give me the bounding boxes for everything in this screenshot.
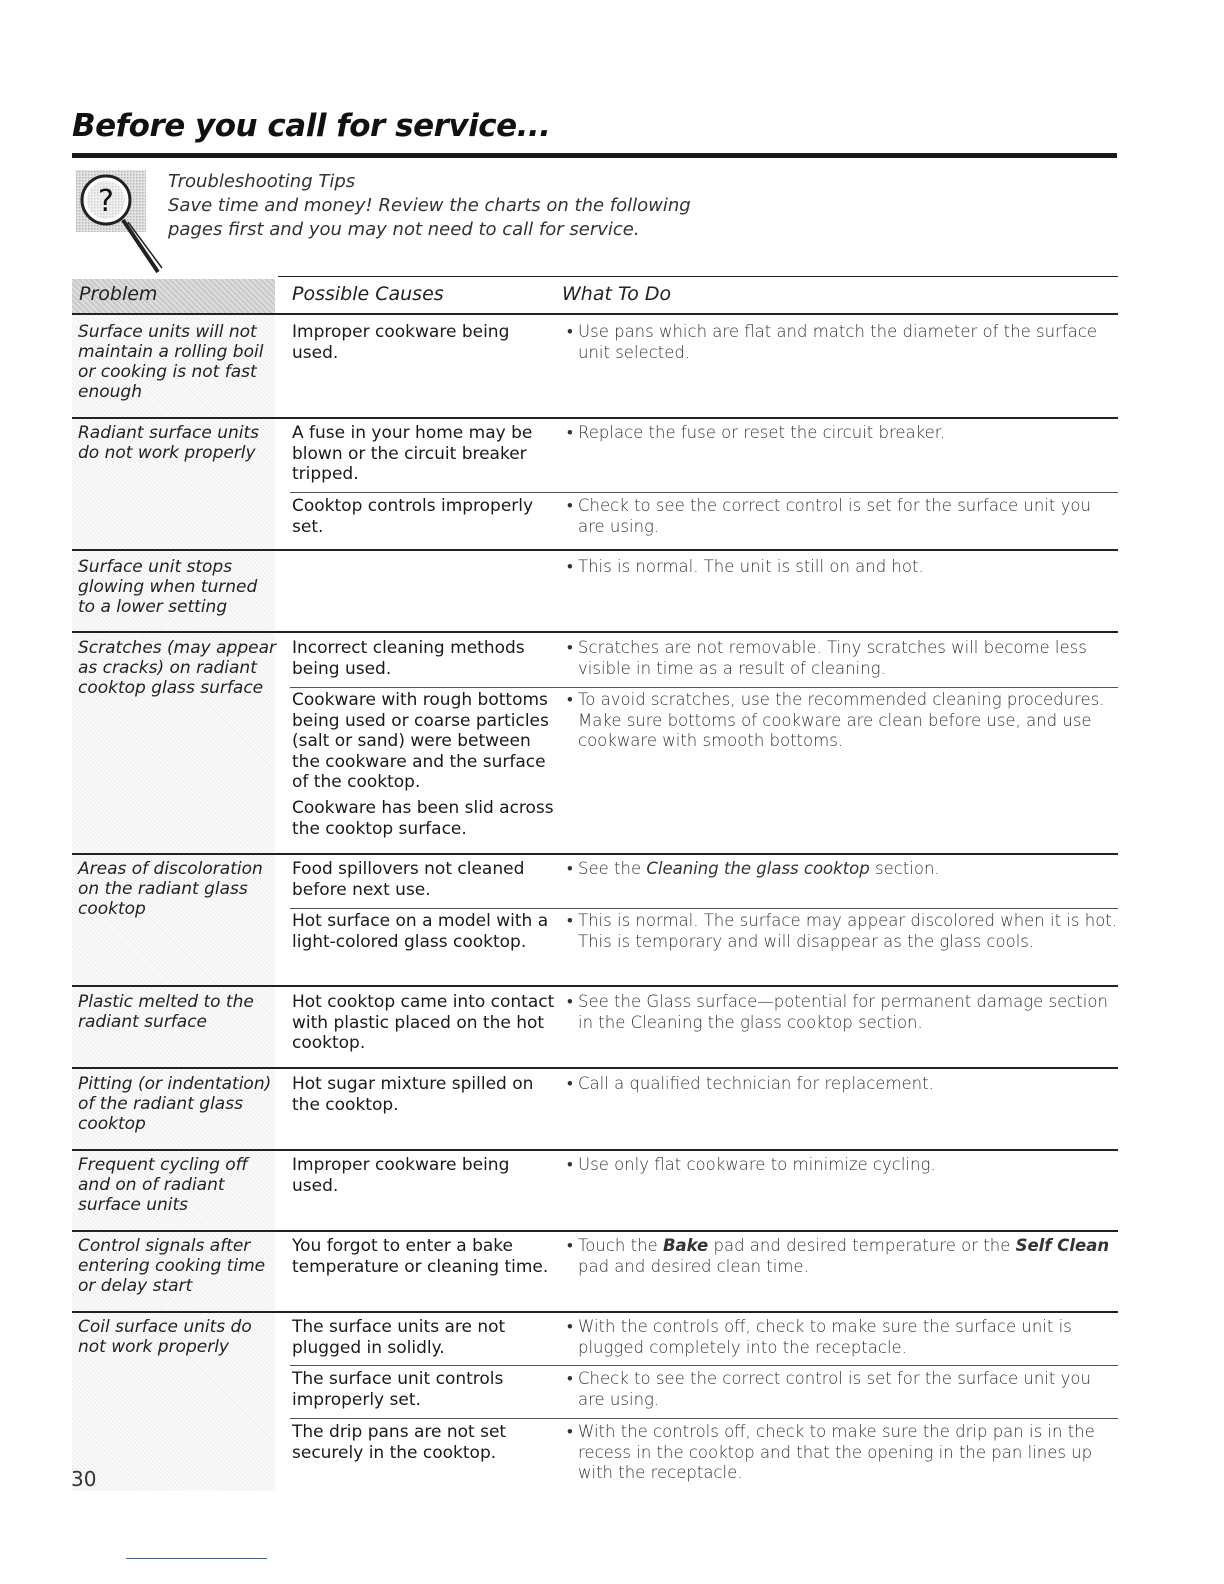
cause-text: A fuse in your home may be blown or the circuit breaker tripped. <box>292 423 533 484</box>
table-row <box>72 1232 1118 1313</box>
header-what-to-do: What To Do <box>562 283 672 305</box>
todo-text: • Touch the Bake pad and desired temperature or the Self Clean pad and desired clean time. <box>567 1236 1110 1276</box>
problem-text: Control signals after entering cooking time or delay start <box>78 1236 266 1296</box>
cause-text: Incorrect cleaning methods being used. <box>292 638 525 679</box>
cause-text: Hot sugar mixture spilled on the cooktop. <box>292 1074 534 1115</box>
problem-text: Pitting (or indentation) of the radiant glass cooktop <box>78 1074 272 1134</box>
problem-text: Scratches (may appear as cracks) on radiant cooktop glass surface <box>78 638 276 698</box>
table-row <box>72 1313 1118 1493</box>
page-number: 30 <box>71 1467 97 1491</box>
todo-text: • With the controls off, check to make sure the drip pan is in the recess in the cooktop and that the opening in the pan lines up with the receptacle. <box>567 1422 1095 1482</box>
todo-text: • This is normal. The surface may appear discolored when it is hot. This is temporary and will disappear as the glass cools. <box>567 911 1118 951</box>
question-magnifier-icon <box>76 168 166 278</box>
cause-text: Cookware with rough bottoms being used or coarse particles (salt or sand) were between the cookware and the surface of the cooktop. <box>292 690 549 792</box>
problem-text: Surface unit stops glowing when turned to a lower setting <box>78 557 258 617</box>
self-clean-pad-label: Self Clean <box>1015 1236 1110 1255</box>
todo-text: • With the controls off, check to make sure the surface unit is plugged completely into the receptacle. <box>567 1317 1072 1357</box>
tips-line: pages first and you may not need to call for service. <box>168 219 640 240</box>
table-top-rule <box>278 276 1118 277</box>
table-row <box>72 1151 1118 1232</box>
header-problem: Problem <box>72 279 275 313</box>
table-row <box>72 315 1118 419</box>
todo-text: • Use only flat cookware to minimize cycling. <box>567 1155 936 1174</box>
cause-text: The surface unit controls improperly set. <box>292 1369 504 1410</box>
cause-text: Hot surface on a model with a light-colored glass cooktop. <box>292 911 549 952</box>
todo-text: • Replace the fuse or reset the circuit breaker. <box>567 423 946 442</box>
problem-text: Plastic melted to the radiant surface <box>78 992 254 1032</box>
table-row <box>72 1069 1118 1151</box>
problem-text: Radiant surface units do not work properly <box>78 423 260 463</box>
problem-text: Frequent cycling off and on of radiant surface units <box>78 1155 248 1215</box>
bake-pad-label: Bake <box>662 1236 709 1255</box>
tips-line: Save time and money! Review the charts on the following <box>168 195 691 216</box>
cause-text: Cooktop controls improperly set. <box>292 496 534 537</box>
cause-text: Hot cooktop came into contact with plastic placed on the hot cooktop. <box>292 992 555 1053</box>
todo-text: • To avoid scratches, use the recommended cleaning procedures. Make sure bottoms of cookware are clean before use, and use cookware with smooth bottoms. <box>567 690 1105 750</box>
cause-text: You forgot to enter a bake temperature or cleaning time. <box>292 1236 549 1277</box>
todo-text: • Use pans which are flat and match the diameter of the surface unit selected. <box>567 322 1097 362</box>
header-possible-causes: Possible Causes <box>292 283 444 305</box>
svg-text:?: ? <box>98 184 114 219</box>
cause-text: Food spillovers not cleaned before next use. <box>292 859 525 900</box>
table-row <box>72 633 1118 855</box>
tips-heading: Troubleshooting Tips <box>168 171 356 192</box>
todo-text: • This is normal. The unit is still on and hot. <box>567 557 924 576</box>
section-reference: Cleaning the glass cooktop <box>646 859 870 878</box>
problem-text: Surface units will not maintain a rolling boil or cooking is not fast enough <box>78 322 264 402</box>
todo-text: • Check to see the correct control is set for the surface unit you are using. <box>567 496 1091 536</box>
todo-text: • Call a qualified technician for replacement. <box>567 1074 934 1093</box>
table-row <box>72 987 1118 1069</box>
table-row <box>72 551 1118 633</box>
table-row <box>72 855 1118 987</box>
problem-text: Areas of discoloration on the radiant glass cooktop <box>78 859 263 919</box>
title-rule <box>72 153 1117 158</box>
problem-text: Coil surface units do not work properly <box>78 1317 252 1357</box>
page-title: Before you call for service... <box>72 108 551 144</box>
todo-text: • Check to see the correct control is set for the surface unit you are using. <box>567 1369 1091 1409</box>
table-row <box>72 419 1118 551</box>
todo-text: • See the Cleaning the glass cooktop section. <box>567 859 940 878</box>
todo-text: • Scratches are not removable. Tiny scratches will become less visible in time as a result of cleaning. <box>567 638 1087 678</box>
table-header <box>72 279 1118 313</box>
cause-text: Improper cookware being used. <box>292 322 510 363</box>
cause-text: The drip pans are not set securely in the cooktop. <box>292 1422 507 1463</box>
cause-text: Improper cookware being used. <box>292 1155 510 1196</box>
todo-text: • See the Glass surface—potential for permanent damage section in the Cleaning the glass cooktop section. <box>567 992 1108 1032</box>
cause-text: The surface units are not plugged in solidly. <box>292 1317 506 1358</box>
footer-rule <box>126 1558 267 1559</box>
cause-text: Cookware has been slid across the cooktop surface. <box>292 798 554 839</box>
troubleshooting-tips <box>168 170 691 242</box>
